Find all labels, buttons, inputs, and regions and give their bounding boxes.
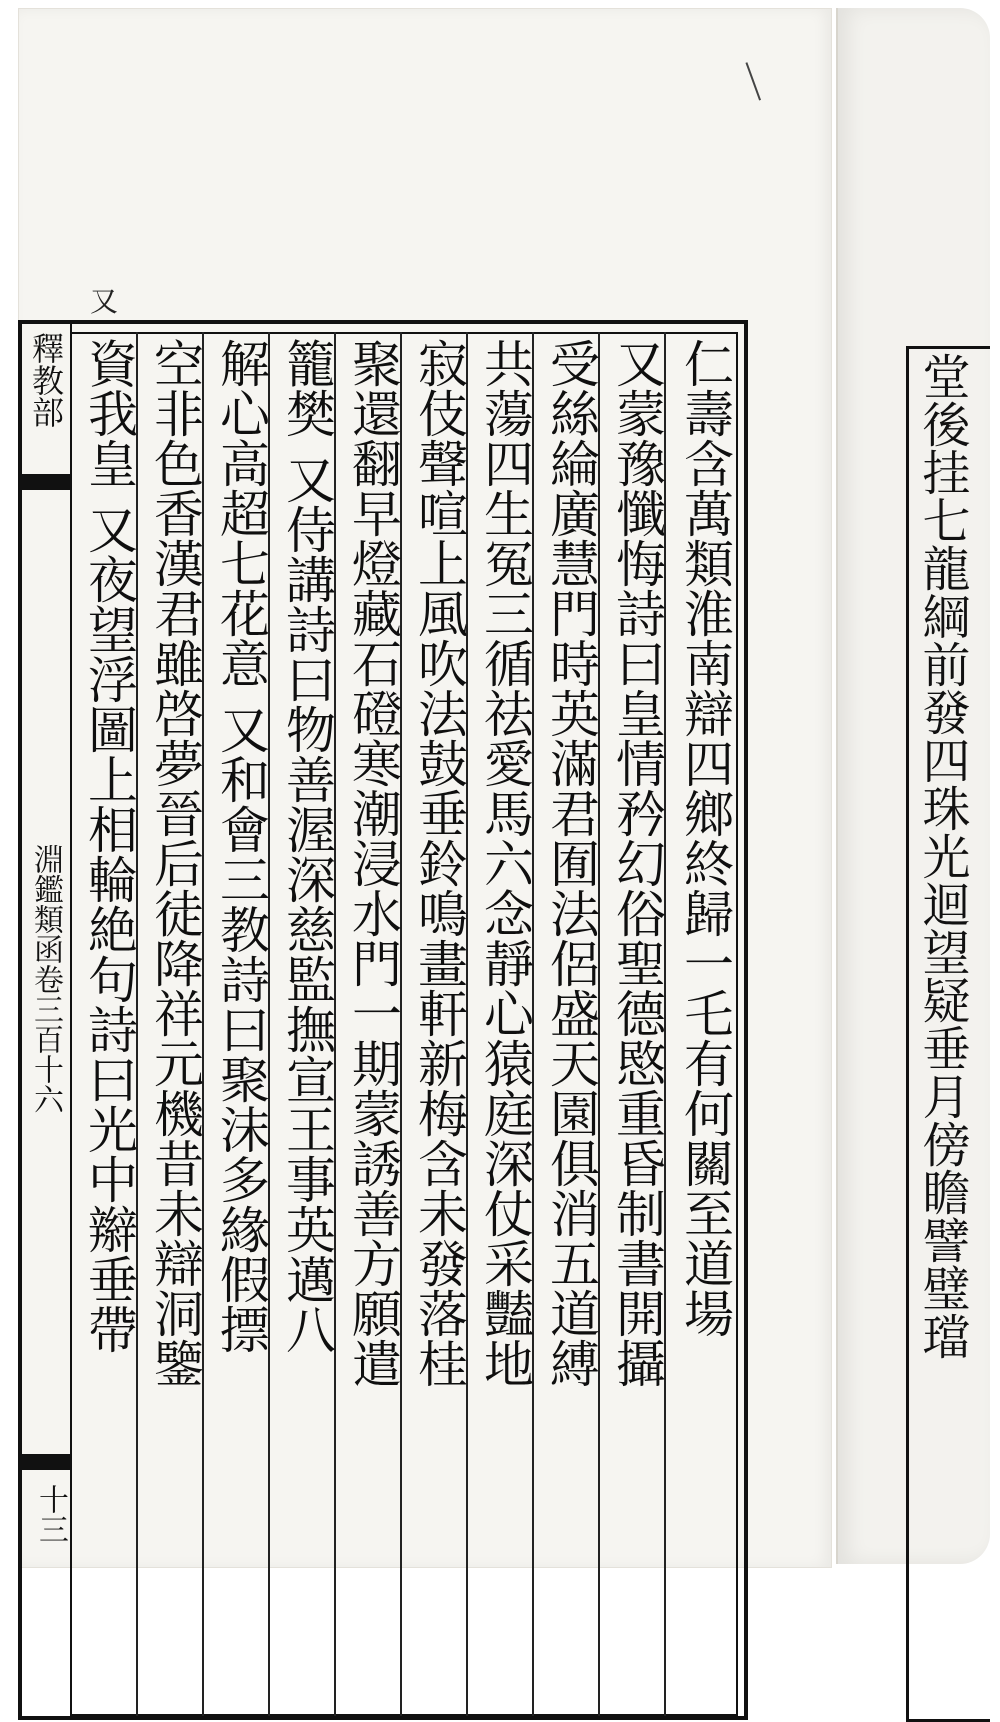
- book-title: 淵鑑類函卷三百十六: [28, 844, 63, 1114]
- banxin-center-strip: [18, 324, 72, 1716]
- right-page-column: 堂後挂七龍綱前發四珠光迴望疑垂月傍瞻譬璧璫: [914, 352, 970, 1360]
- text-column-8: 解心高超七花意 又和會三教詩曰聚沫多緣假摽: [212, 338, 270, 1354]
- page-number: 十三: [33, 1484, 68, 1544]
- text-column-7: 籠樊 又侍講詩曰物善渥深慈監撫宣王事英邁八: [278, 338, 336, 1354]
- text-column-2: 又蒙豫懺悔詩曰皇情矜幻俗聖德愍重昏制書開攝: [608, 338, 666, 1388]
- category-label: 釋教部: [27, 332, 65, 428]
- text-column-6: 聚還翻早燈藏石磴寒潮浸水門一期蒙誘善方願遣: [344, 338, 402, 1388]
- text-column-10: 資我皇 又夜望浮圖上相輪絶句詩曰光中辮垂帶: [80, 338, 138, 1354]
- text-column-5: 寂伎聲喧上風吹法鼓垂鈴鳴畫軒新梅含未發落桂: [410, 338, 468, 1388]
- text-column-1: 仁壽含萬類淮南辯四鄉終歸一乇有何關至道場: [676, 338, 734, 1338]
- text-column-4: 共蕩四生冤三循祛愛馬六念靜心猿庭深仗采豔地: [476, 338, 534, 1388]
- fish-tail-mark: [18, 474, 70, 490]
- text-column-9: 空非色香漢君雖啓夢晉后徒降祥元機昔未辯洞鑒: [146, 338, 204, 1388]
- fish-tail-mark-lower: [18, 1454, 70, 1470]
- margin-mark: 又: [90, 285, 119, 318]
- text-column-3: 受絲綸廣慧門時英滿君囿法侶盛天園俱消五道縛: [542, 338, 600, 1388]
